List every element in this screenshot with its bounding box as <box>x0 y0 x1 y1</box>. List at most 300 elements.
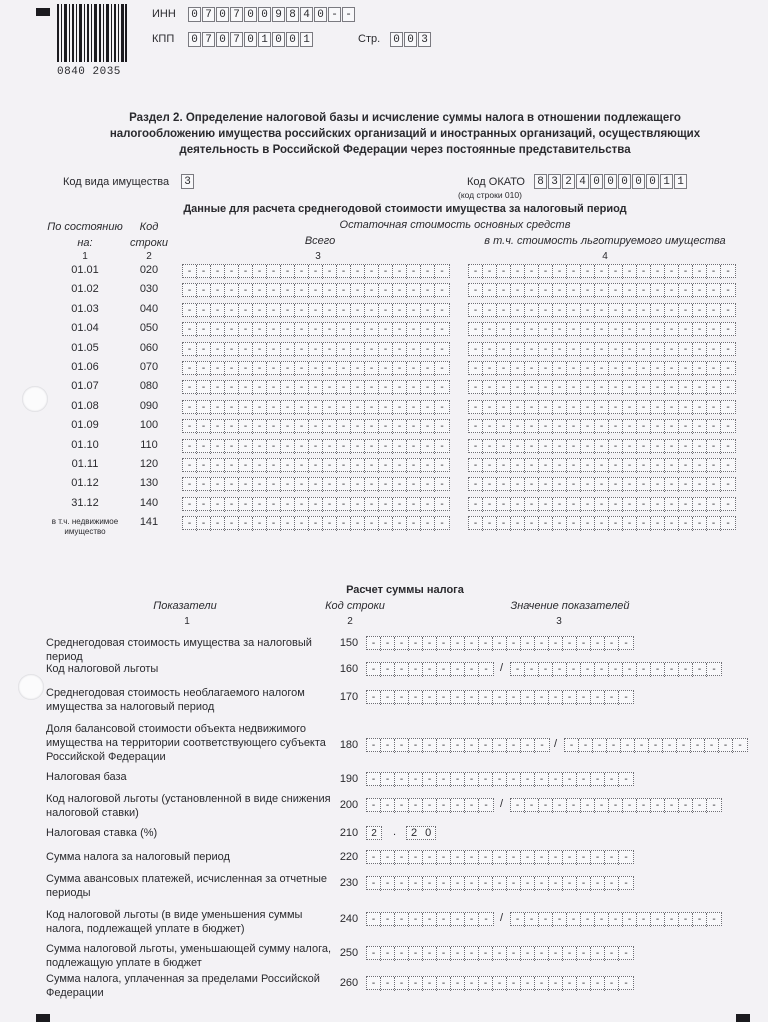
digit-cell: - <box>183 498 197 512</box>
digit-cell: - <box>437 977 451 991</box>
digit-cell: - <box>605 773 619 787</box>
okato-digit-cell: 0 <box>618 174 631 189</box>
digit-cell: - <box>239 381 253 395</box>
digit-cell: - <box>511 913 525 927</box>
digit-cell: - <box>183 362 197 376</box>
digit-cell: - <box>281 517 295 531</box>
indicator-code: 200 <box>339 799 359 811</box>
digit-cell: - <box>511 420 525 434</box>
digit-cell: - <box>707 401 721 415</box>
digit-cell: - <box>511 478 525 492</box>
digit-cell: - <box>483 459 497 473</box>
digit-cell: - <box>637 913 651 927</box>
digit-cell: - <box>637 304 651 318</box>
page-number-field[interactable] <box>390 32 432 47</box>
digit-cell: - <box>381 851 395 865</box>
digit-cell: - <box>577 773 591 787</box>
digit-cell: - <box>421 498 435 512</box>
digit-cell: - <box>679 498 693 512</box>
digit-cell: - <box>465 799 479 813</box>
digit-cell: - <box>469 498 483 512</box>
privileged-value-field[interactable] <box>468 303 736 317</box>
digit-cell: - <box>437 663 451 677</box>
digit-cell: - <box>693 265 707 279</box>
digit-cell: - <box>651 343 665 357</box>
avg-table-title: Данные для расчета среднегодовой стоимости имущества за налоговый период <box>183 203 627 215</box>
digit-cell: - <box>665 304 679 318</box>
digit-cell: - <box>581 401 595 415</box>
digit-cell: - <box>712 664 716 675</box>
digit-cell: - <box>409 637 423 651</box>
digit-cell: - <box>437 947 451 961</box>
digit-cell: - <box>267 440 281 454</box>
digit-cell: - <box>225 517 239 531</box>
value-field[interactable] <box>366 636 634 650</box>
digit-cell: - <box>679 478 693 492</box>
value-field[interactable] <box>366 772 634 786</box>
privileged-value-field[interactable] <box>468 516 736 530</box>
digit-cell: - <box>365 517 379 531</box>
digit-cell: - <box>239 478 253 492</box>
privilege-basis-field[interactable] <box>510 912 722 926</box>
digit-cell: - <box>281 362 295 376</box>
digit-cell: - <box>707 498 721 512</box>
inn-digit-cell: 0 <box>258 7 271 22</box>
digit-cell: - <box>295 362 309 376</box>
digit-cell: - <box>539 459 553 473</box>
digit-cell: - <box>423 663 437 677</box>
rate-integer-field[interactable] <box>366 826 382 840</box>
digit-cell: - <box>525 304 539 318</box>
total-value-field[interactable] <box>182 477 450 491</box>
digit-cell: - <box>381 913 395 927</box>
value-field[interactable] <box>366 690 634 704</box>
digit-cell: - <box>549 977 563 991</box>
digit-cell: - <box>239 284 253 298</box>
row-code: 141 <box>139 516 159 529</box>
digit-cell: - <box>469 478 483 492</box>
digit-cell: - <box>563 691 577 705</box>
indicator-label: Сумма налога за налоговый период <box>46 851 230 863</box>
digit-cell: - <box>539 284 553 298</box>
digit-cell: - <box>309 381 323 395</box>
indicator-code: 250 <box>339 947 359 959</box>
digit-cell: - <box>591 773 605 787</box>
digit-cell: - <box>407 401 421 415</box>
digit-cell: - <box>421 440 435 454</box>
digit-cell: - <box>595 517 609 531</box>
digit-cell: - <box>693 799 707 813</box>
digit-cell: - <box>637 440 651 454</box>
digit-cell: - <box>581 304 595 318</box>
digit-cell: - <box>525 799 539 813</box>
col-header-date: По состоянию на: <box>47 221 123 249</box>
digit-cell: - <box>511 304 525 318</box>
page-digit-cell: 0 <box>390 32 403 47</box>
property-type-field[interactable] <box>181 174 195 189</box>
okato-digit-cell: 2 <box>562 174 575 189</box>
indicator-label: Среднегодовая стоимость имущества за налоговый период <box>46 637 312 663</box>
digit-cell: - <box>726 421 730 433</box>
digit-cell: - <box>183 381 197 395</box>
page-label: Стр. <box>358 33 381 45</box>
digit-cell: - <box>483 478 497 492</box>
total-value-field[interactable] <box>182 342 450 356</box>
digit-cell: - <box>726 343 730 355</box>
digit-cell: - <box>351 459 365 473</box>
privileged-value-field[interactable] <box>468 419 736 433</box>
digit-cell: - <box>493 851 507 865</box>
digit-cell: - <box>239 362 253 376</box>
digit-cell: - <box>225 381 239 395</box>
digit-cell: - <box>497 440 511 454</box>
digit-cell: - <box>540 740 544 751</box>
row-date: 01.12 <box>71 477 99 490</box>
digit-cell: - <box>651 517 665 531</box>
digit-cell: - <box>511 265 525 279</box>
page-digit-cell: 3 <box>418 32 431 47</box>
inn-digit-cell: 0 <box>244 7 257 22</box>
value-field[interactable] <box>366 976 634 990</box>
total-value-field[interactable] <box>182 458 450 472</box>
total-value-field[interactable] <box>182 419 450 433</box>
digit-cell: - <box>469 401 483 415</box>
digit-cell: - <box>281 401 295 415</box>
digit-cell: - <box>393 265 407 279</box>
privilege-code-field[interactable] <box>366 912 494 926</box>
total-value-field[interactable] <box>182 380 450 394</box>
total-value-field[interactable] <box>182 303 450 317</box>
digit-cell: - <box>351 381 365 395</box>
privileged-value-field[interactable] <box>468 477 736 491</box>
digit-cell: - <box>507 977 521 991</box>
share-numerator-field[interactable] <box>366 738 550 752</box>
digit-cell: - <box>225 440 239 454</box>
privilege-basis-field[interactable] <box>510 662 722 676</box>
digit-cell: - <box>281 265 295 279</box>
digit-cell: - <box>211 362 225 376</box>
digit-cell: - <box>365 498 379 512</box>
digit-cell: - <box>525 343 539 357</box>
privileged-value-field[interactable] <box>468 380 736 394</box>
digit-cell: - <box>511 440 525 454</box>
digit-cell: - <box>726 304 730 316</box>
digit-cell: - <box>351 420 365 434</box>
total-value-field[interactable] <box>182 283 450 297</box>
digit-cell: - <box>623 362 637 376</box>
digit-cell: - <box>726 401 730 413</box>
total-value-field[interactable] <box>182 516 450 530</box>
digit-cell: - <box>465 851 479 865</box>
digit-cell: - <box>553 913 567 927</box>
privileged-value-field[interactable] <box>468 342 736 356</box>
privileged-value-field[interactable] <box>468 497 736 511</box>
total-value-field[interactable] <box>182 361 450 375</box>
kpp-field[interactable] <box>188 32 314 47</box>
privileged-value-field[interactable] <box>468 458 736 472</box>
total-value-field[interactable] <box>182 264 450 278</box>
digit-cell: - <box>483 381 497 395</box>
privileged-value-field[interactable] <box>468 361 736 375</box>
digit-cell: - <box>451 739 465 753</box>
digit-cell: - <box>225 265 239 279</box>
slash-separator: / <box>500 912 504 924</box>
digit-cell: - <box>493 637 507 651</box>
digit-cell: - <box>591 637 605 651</box>
digit-cell: - <box>577 877 591 891</box>
digit-cell: - <box>535 637 549 651</box>
digit-cell: - <box>581 440 595 454</box>
digit-cell: - <box>253 381 267 395</box>
digit-cell: - <box>409 739 423 753</box>
digit-cell: - <box>281 440 295 454</box>
digit-cell: - <box>593 739 607 753</box>
digit-cell: - <box>567 459 581 473</box>
digit-cell: - <box>440 363 444 374</box>
digit-cell: - <box>567 401 581 415</box>
digit-cell: - <box>309 517 323 531</box>
digit-cell: - <box>381 947 395 961</box>
digit-cell: - <box>609 517 623 531</box>
digit-cell: - <box>637 498 651 512</box>
digit-cell: - <box>567 284 581 298</box>
digit-cell: - <box>549 851 563 865</box>
digit-cell: - <box>367 773 381 787</box>
digit-cell: - <box>407 323 421 337</box>
digit-cell: - <box>637 420 651 434</box>
digit-cell: - <box>407 498 421 512</box>
digit-cell: - <box>581 323 595 337</box>
value-field[interactable] <box>366 946 634 960</box>
digit-cell: - <box>651 284 665 298</box>
digit-cell: - <box>484 914 488 925</box>
digit-cell: - <box>577 851 591 865</box>
privileged-value-field[interactable] <box>468 400 736 414</box>
digit-cell: - <box>267 381 281 395</box>
row-date: 01.07 <box>71 380 99 393</box>
digit-cell: - <box>539 663 553 677</box>
digit-cell: - <box>553 284 567 298</box>
digit-cell: - <box>407 265 421 279</box>
digit-cell: - <box>469 381 483 395</box>
digit-cell: - <box>511 323 525 337</box>
digit-cell: - <box>440 460 444 471</box>
digit-cell: - <box>693 343 707 357</box>
col-header-indicator: Показатели <box>153 600 217 612</box>
digit-cell: - <box>525 663 539 677</box>
digit-cell: - <box>225 459 239 473</box>
digit-cell: - <box>609 913 623 927</box>
digit-cell: - <box>693 459 707 473</box>
digit-cell: - <box>623 304 637 318</box>
digit-cell: - <box>395 637 409 651</box>
digit-cell: - <box>451 877 465 891</box>
total-value-field[interactable] <box>182 497 450 511</box>
digit-cell: - <box>381 663 395 677</box>
digit-cell: - <box>351 517 365 531</box>
digit-cell: - <box>440 304 444 316</box>
total-value-field[interactable] <box>182 322 450 336</box>
share-denominator-field[interactable] <box>564 738 748 752</box>
row-code: 120 <box>139 458 159 470</box>
digit-cell: - <box>337 343 351 357</box>
corner-marker <box>36 8 50 16</box>
digit-cell: - <box>409 799 423 813</box>
digit-cell: - <box>323 440 337 454</box>
digit-cell: - <box>309 420 323 434</box>
total-value-field[interactable] <box>182 400 450 414</box>
digit-cell: - <box>440 518 444 530</box>
digit-cell: - <box>440 498 444 510</box>
row-code: 060 <box>139 341 159 354</box>
col-number: 4 <box>602 251 608 262</box>
row-code: 050 <box>139 322 159 335</box>
digit-cell: - <box>679 265 693 279</box>
privileged-value-field[interactable] <box>468 322 736 336</box>
digit-cell: - <box>553 323 567 337</box>
digit-cell: - <box>239 401 253 415</box>
digit-cell: - <box>437 739 451 753</box>
digit-cell: - <box>281 284 295 298</box>
rate-fraction-field[interactable]: 20 <box>406 826 436 840</box>
privileged-value-field[interactable] <box>468 439 736 453</box>
digit-cell: - <box>379 459 393 473</box>
privilege-basis-field[interactable] <box>510 798 722 812</box>
digit-cell: - <box>479 877 493 891</box>
kpp-digit-cell: 7 <box>202 32 215 47</box>
digit-cell: - <box>197 265 211 279</box>
digit-cell: - <box>393 401 407 415</box>
digit-cell: - <box>225 284 239 298</box>
digit-cell: - <box>705 739 719 753</box>
digit-cell: - <box>679 799 693 813</box>
digit-cell: - <box>493 977 507 991</box>
okato-sub-label: (код строки 010) <box>458 190 522 200</box>
kpp-digit-cell: 0 <box>286 32 299 47</box>
digit-cell: - <box>553 663 567 677</box>
inn-field[interactable] <box>188 7 356 22</box>
digit-cell: - <box>579 739 593 753</box>
digit-cell: - <box>295 401 309 415</box>
digit-cell: - <box>595 799 609 813</box>
digit-cell: - <box>239 440 253 454</box>
digit-cell: - <box>679 381 693 395</box>
privileged-value-field[interactable] <box>468 264 736 278</box>
digit-cell: - <box>239 323 253 337</box>
row-code: 140 <box>139 496 159 509</box>
digit-cell: - <box>539 362 553 376</box>
digit-cell: - <box>309 265 323 279</box>
digit-cell: - <box>451 663 465 677</box>
digit-cell: - <box>267 304 281 318</box>
total-value-field[interactable] <box>182 439 450 453</box>
digit-cell: - <box>421 381 435 395</box>
digit-cell: - <box>409 663 423 677</box>
digit-cell: - <box>553 343 567 357</box>
digit-cell: - <box>595 459 609 473</box>
digit-cell: - <box>623 284 637 298</box>
digit-cell: - <box>581 381 595 395</box>
digit-cell: - <box>211 498 225 512</box>
barcode-number: 0840 2035 <box>57 66 121 78</box>
digit-cell: - <box>469 362 483 376</box>
digit-cell: - <box>421 459 435 473</box>
digit-cell: - <box>423 739 437 753</box>
digit-cell: - <box>651 362 665 376</box>
digit-cell: - <box>577 977 591 991</box>
digit-cell: - <box>507 739 521 753</box>
digit-cell: - <box>239 459 253 473</box>
digit-cell: - <box>323 265 337 279</box>
property-type-cell: 3 <box>181 174 194 189</box>
digit-cell: - <box>483 284 497 298</box>
digit-cell: - <box>295 420 309 434</box>
digit-cell: - <box>497 420 511 434</box>
digit-cell: - <box>379 304 393 318</box>
digit-cell: - <box>693 323 707 337</box>
indicator-code: 230 <box>339 877 359 889</box>
digit-cell: - <box>469 323 483 337</box>
digit-cell: - <box>381 799 395 813</box>
digit-cell: - <box>525 913 539 927</box>
digit-cell: - <box>409 877 423 891</box>
digit-cell: - <box>609 284 623 298</box>
digit-cell: - <box>281 323 295 337</box>
kpp-digit-cell: 0 <box>216 32 229 47</box>
digit-cell: - <box>609 420 623 434</box>
privilege-code-field[interactable] <box>366 798 494 812</box>
digit-cell: - <box>253 284 267 298</box>
digit-cell: - <box>707 459 721 473</box>
digit-cell: - <box>451 913 465 927</box>
digit-cell: - <box>525 517 539 531</box>
digit-cell: - <box>707 517 721 531</box>
digit-cell: - <box>183 459 197 473</box>
digit-cell: - <box>483 323 497 337</box>
privilege-code-field[interactable] <box>366 662 494 676</box>
digit-cell: - <box>465 663 479 677</box>
okato-field[interactable] <box>534 174 688 189</box>
digit-cell: - <box>726 460 730 471</box>
privileged-value-field[interactable] <box>468 283 736 297</box>
digit-cell: - <box>323 323 337 337</box>
digit-cell: - <box>197 517 211 531</box>
digit-cell: - <box>581 362 595 376</box>
digit-cell: - <box>379 478 393 492</box>
digit-cell: - <box>225 362 239 376</box>
digit-cell: - <box>337 440 351 454</box>
digit-cell: - <box>351 440 365 454</box>
digit-cell: - <box>395 691 409 705</box>
indicator-label: Сумма авансовых платежей, исчисленная за отчетные периоды <box>46 873 328 899</box>
digit-cell: - <box>553 420 567 434</box>
digit-cell: - <box>365 304 379 318</box>
digit-cell: - <box>483 343 497 357</box>
row-code: 070 <box>139 361 159 373</box>
digit-cell: - <box>539 265 553 279</box>
digit-cell: - <box>539 381 553 395</box>
digit-cell: - <box>469 517 483 531</box>
digit-cell: - <box>421 265 435 279</box>
digit-cell: - <box>483 265 497 279</box>
value-field[interactable] <box>366 850 634 864</box>
digit-cell: - <box>581 517 595 531</box>
digit-cell: - <box>381 977 395 991</box>
digit-cell: - <box>623 265 637 279</box>
value-field[interactable] <box>366 876 634 890</box>
digit-cell: - <box>225 498 239 512</box>
digit-cell: - <box>395 913 409 927</box>
